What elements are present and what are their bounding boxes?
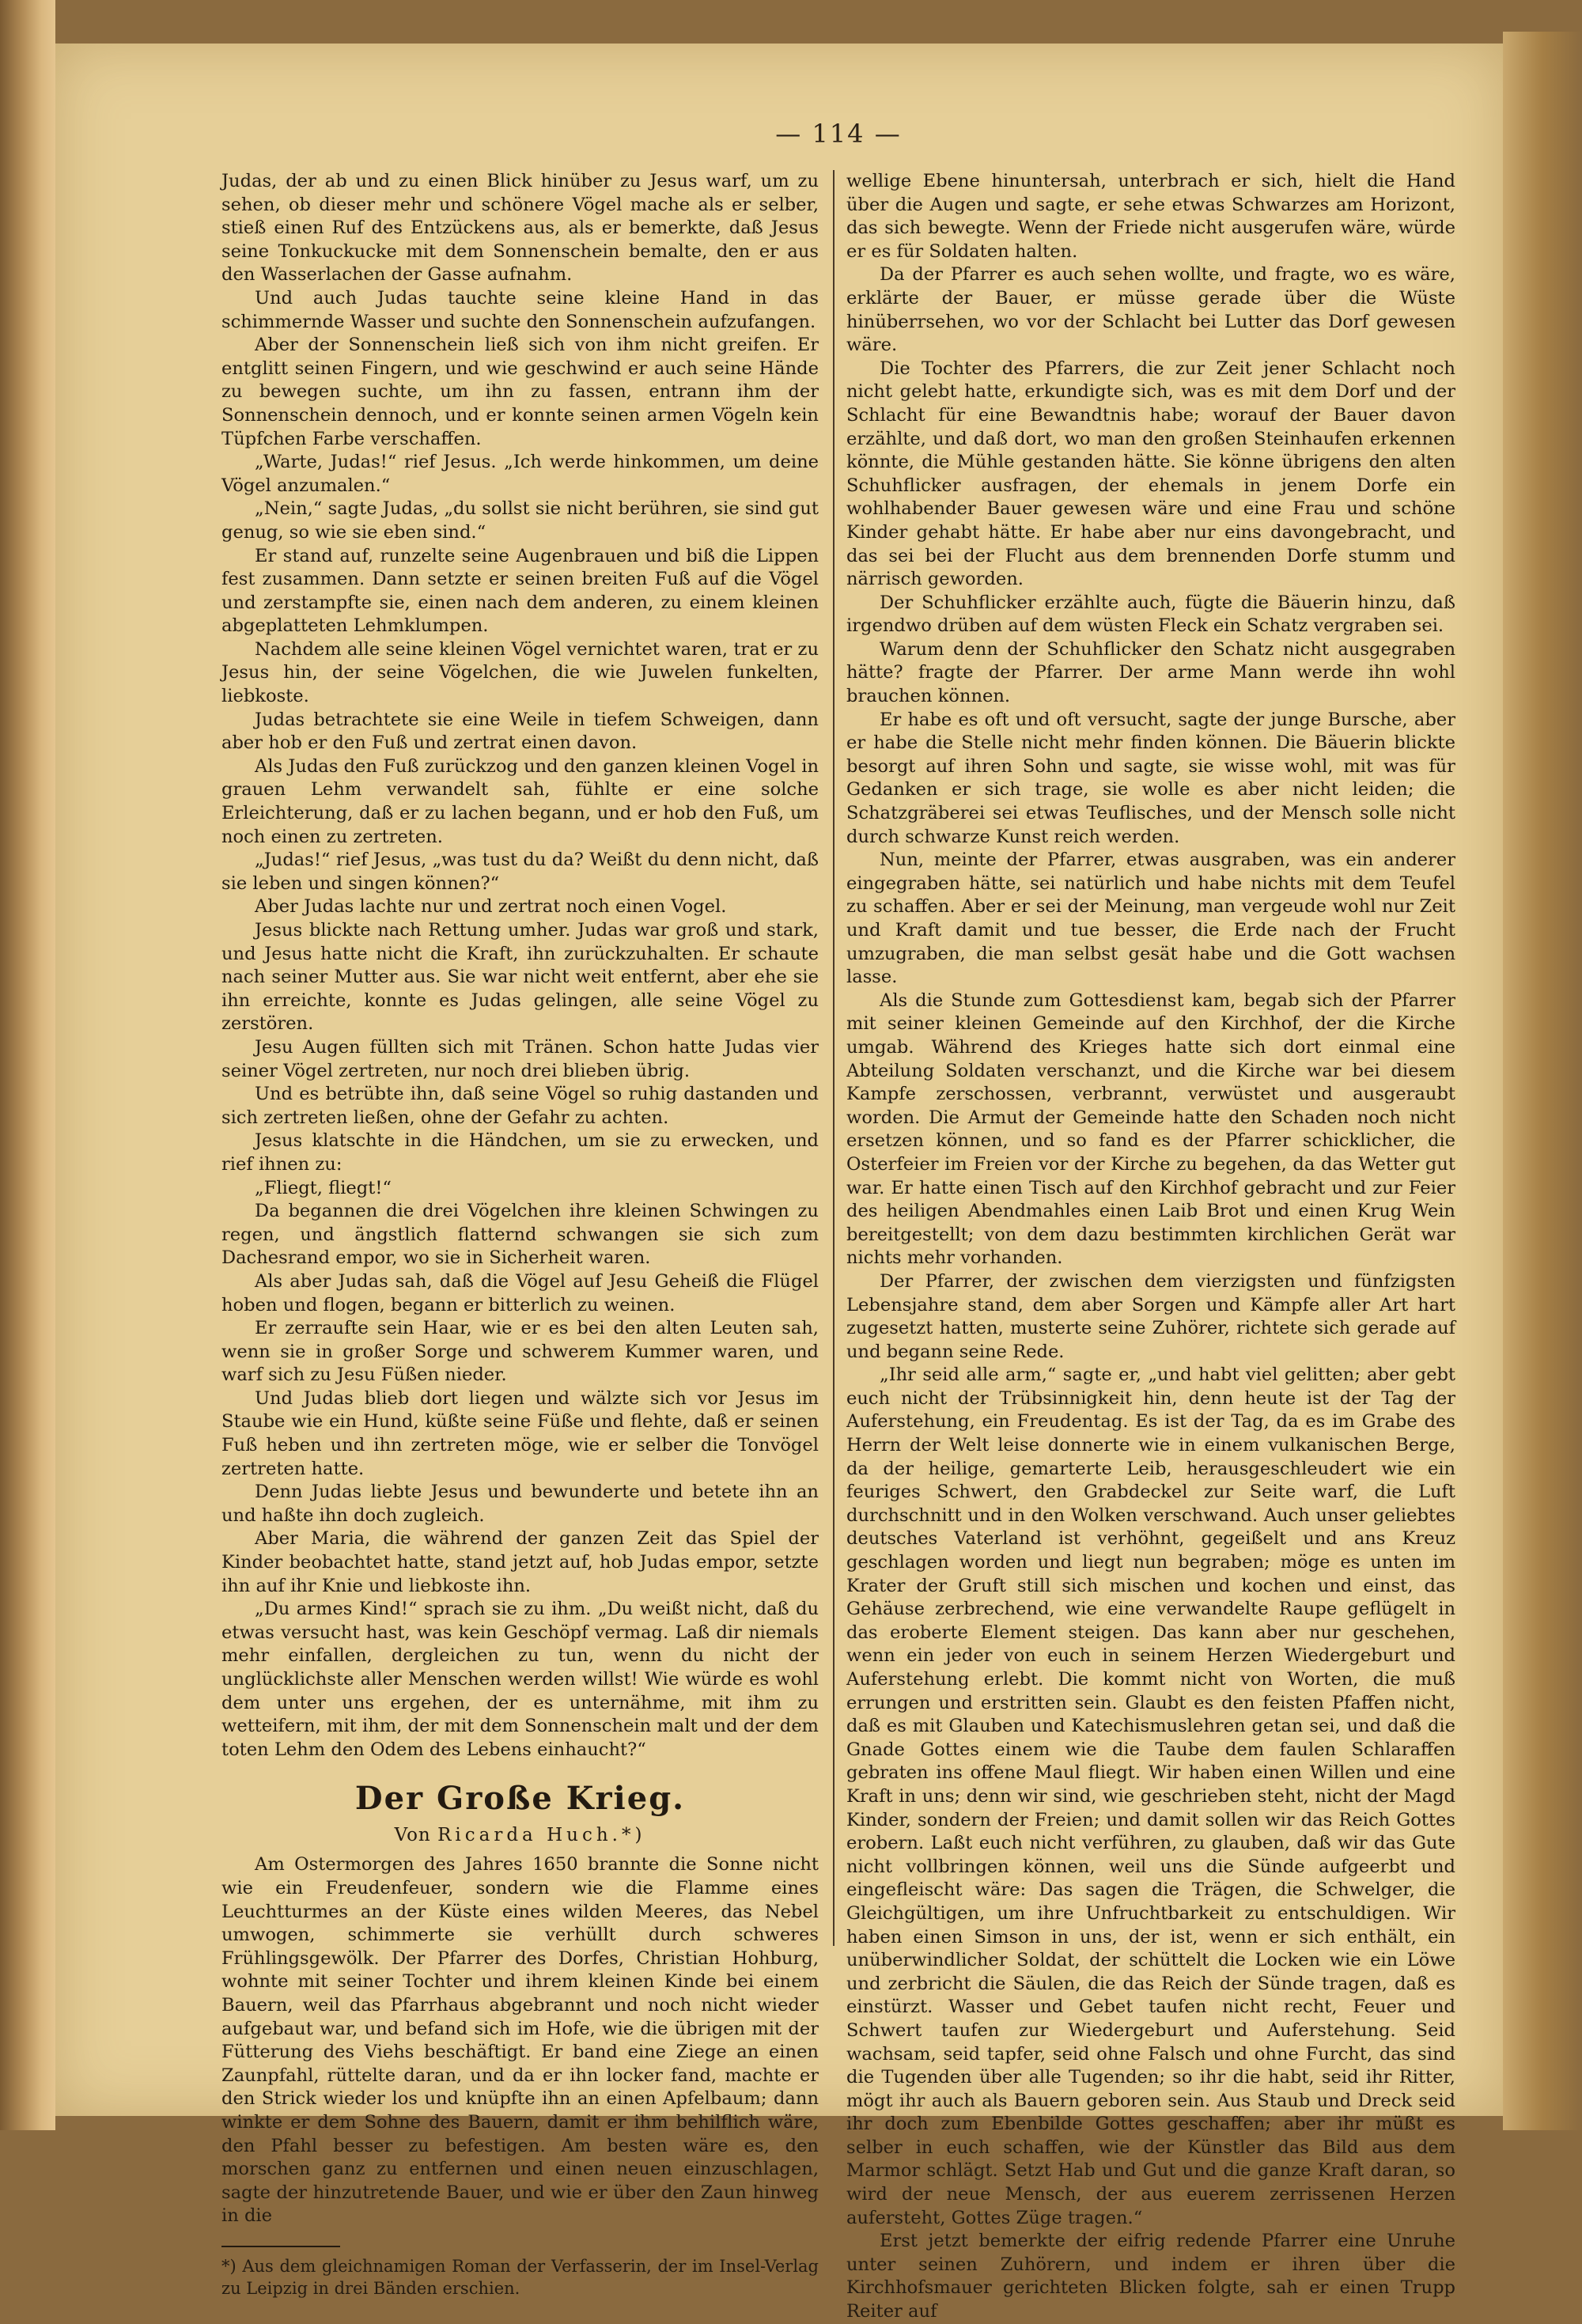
paragraph: Am Ostermorgen des Jahres 1650 brannte die Sonne nicht wie ein Freudenfeuer, sondern wie die Flamme eines Leuchtturmes an der Küste eines wilden Meeres, das Nebel umwogen, schimmerte sie verhüllt durch schweres Frühlingsgewölk. Der Pfarrer des Dorfes, Christian Hohburg, wohnte mit seiner Tochter und ihrem kleinen Kinde bei einem Bauern, weil das Pfarrhaus abgebrannt und noch nicht wieder aufgebaut war, und befand sich im Hofe, wie die übrigen mit der Fütterung des Viehs beschäftigt. Er band eine Ziege an einen Zaunpfahl, rüttelte daran, und da er ihn locker fand, machte er den Strick wieder los und knüpfte ihn an einen Apfelbaum; dann winkte er dem Sohne des Bauern, damit er ihm behilflich wäre, den Pfahl besser zu befestigen. Am besten wäre es, den morschen ganz zu entfernen und einen neuen einzuschlagen, sagte der hinzutretende Bauer, und wie er über den Zaun hinweg in die xyxy=(221,1854,819,2227)
byline-prefix: Von xyxy=(394,1825,431,1846)
paragraph: Warum denn der Schuhflicker den Schatz nicht ausgegraben hätte? fragte der Pfarrer. Der arme Mann werde ihn wohl brauchen können. xyxy=(846,638,1455,707)
paragraph: Der Schuhflicker erzählte auch, fügte die Bäuerin hinzu, daß irgendwo drüben auf dem wüsten Fleck ein Schatz vergraben sei. xyxy=(846,592,1455,637)
paragraph: „Warte, Judas!“ rief Jesus. „Ich werde hinkommen, um deine Vögel anzumalen.“ xyxy=(221,452,819,496)
paragraph: Aber Judas lachte nur und zertrat noch einen Vogel. xyxy=(255,896,727,918)
right-column xyxy=(846,170,1455,2324)
paragraph: Nachdem alle seine kleinen Vögel vernichtet waren, trat er zu Jesus hin, der seine Vögelchen, die wie Juwelen funkelten, liebkoste. xyxy=(221,638,819,707)
paragraph: „Fliegt, fliegt!“ xyxy=(255,1177,392,1198)
paragraph: Aber der Sonnenschein ließ sich von ihm nicht greifen. Er entglitt seinen Fingern, und wie geschwind er auch seine Hände zu bewegen suchte, um ihn zu fassen, entrann ihm der Sonnenschein dennoch, und er konnte seinen armen Vögeln kein Tüpfchen Farbe verschaffen. xyxy=(221,335,819,449)
paragraph: Der Pfarrer, der zwischen dem vierzigsten und fünfzigsten Lebensjahre stand, dem aber Sorgen und Kämpfe aller Art hart zugesetzt hatten, musterte seine Zuhörer, richtete sich gerade auf und begann seine Rede. xyxy=(846,1270,1455,1362)
book-binding xyxy=(0,0,55,2130)
paragraph: Und Judas blieb dort liegen und wälzte sich vor Jesus im Staube wie ein Hund, küßte seine Füße und flehte, daß er seinen Fuß heben und ihn zertreten möge, wie er selber die Tonvögel zertreten hatte. xyxy=(221,1387,819,1479)
paragraph: Da der Pfarrer es auch sehen wollte, und fragte, wo es wäre, erklärte der Bauer, er müsse gerade über die Wüste hinüberrsehen, wo vor der Schlacht bei Lutter das Dorf gewesen wäre. xyxy=(846,264,1455,356)
paragraph: Nun, meinte der Pfarrer, etwas ausgraben, was ein anderer eingegraben hätte, sei natürlich und habe nichts mit dem Teufel zu schaffen. Aber er sei der Meinung, man vergeude wohl nur Zeit und Kraft damit und tue besser, die Erde nach der Frucht umzugraben, die man selbst gesät habe und die Gott wachsen lasse. xyxy=(846,850,1455,988)
column-divider xyxy=(833,170,835,1946)
paragraph: wellige Ebene hinuntersah, unterbrach er sich, hielt die Hand über die Augen und sagte, er sehe etwas Schwarzes am Horizont, das sich bewegte. Wenn der Friede nicht ausgerufen wäre, würde er es für Soldaten halten. xyxy=(846,171,1455,262)
paragraph: Er stand auf, runzelte seine Augenbrauen und biß die Lippen fest zusammen. Dann setzte er seinen breiten Fuß auf die Vögel und zerstampfte sie, einen nach dem anderen, zu einem kleinen abgeplatteten Lehmklumpen. xyxy=(221,545,819,637)
paragraph: Denn Judas liebte Jesus und bewunderte und betete ihn an und haßte ihn doch zugleich. xyxy=(221,1482,819,1526)
paragraph: Erst jetzt bemerkte der eifrig redende Pfarrer eine Unruhe unter seinen Zuhörern, und indem er ihren über die Kirchhofsmauer gerichteten Blicken folgte, sah er einen Trupp Reiter auf xyxy=(846,2231,1455,2322)
paragraph: Jesu Augen füllten sich mit Tränen. Schon hatte Judas vier seiner Vögel zertreten, nur noch drei blieben übrig. xyxy=(221,1036,819,1081)
paragraph: Jesus klatschte in die Händchen, um sie zu erwecken, und rief ihnen zu: xyxy=(221,1130,819,1175)
paragraph: Da begannen die drei Vögelchen ihre kleinen Schwingen zu regen, und ängstlich flatternd schwangen sie sich zum Dachesrand empor, wo sie in Sicherheit waren. xyxy=(221,1201,819,1269)
paragraph: Er zerraufte sein Haar, wie er es bei den alten Leuten sah, wenn sie in großer Sorge und schwerem Kummer waren, und warf sich zu Jesu Füßen nieder. xyxy=(221,1318,819,1386)
paragraph: Als Judas den Fuß zurückzog und den ganzen kleinen Vogel in grauen Lehm verwandelt sah, fühlte er eine solche Erleichterung, daß er zu lachen begann, und er hob den Fuß, um noch einen zu zertreten. xyxy=(221,755,819,847)
paragraph: Und es betrübte ihn, daß seine Vögel so ruhig dastanden und sich zertreten ließen, ohne der Gefahr zu achten. xyxy=(221,1084,819,1128)
left-column xyxy=(221,170,819,2299)
paragraph: Er habe es oft und oft versucht, sagte der junge Bursche, aber er habe die Stelle nicht mehr finden können. Die Bäuerin blickte besorgt auf ihren Sohn und sagte, sie wisse wohl, mit was für Gedanken er sich trage, sie wolle es aber nicht leiden; die Schatzgräberei sei etwas Teuflisches, und der Mensch solle nicht durch schwarze Kunst reich werden. xyxy=(846,709,1455,847)
byline xyxy=(221,1823,819,1847)
paragraph: „Nein,“ sagte Judas, „du sollst sie nicht berühren, sie sind gut genug, so wie sie eben sind.“ xyxy=(221,498,819,543)
page-edge xyxy=(1503,32,1582,2130)
paragraph: „Judas!“ rief Jesus, „was tust du da? Weißt du denn nicht, daß sie leben und singen können?“ xyxy=(221,850,819,894)
story-title: Der Große Krieg. xyxy=(354,1780,686,1818)
footnote: *) Aus dem gleichnamigen Roman der Verfasserin, der im Insel-Verlag zu Leipzig in drei Bänden erschien. xyxy=(221,2256,819,2298)
paragraph: Judas betrachtete sie eine Weile in tiefem Schweigen, dann aber hob er den Fuß und zertrat einen davon. xyxy=(221,709,819,754)
paragraph: Aber Maria, die während der ganzen Zeit das Spiel der Kinder beobachtet hatte, stand jetzt auf, hob Judas empor, setzte ihn auf ihr Knie und liebkoste ihn. xyxy=(221,1528,819,1596)
paragraph: Als die Stunde zum Gottesdienst kam, begab sich der Pfarrer mit seiner kleinen Gemeinde auf den Kirchhof, der die Kirche umgab. Während des Krieges hatte sich dort einmal eine Abteilung Soldaten verschanzt, und die Kirche war bei diesem Kampfe zerschossen, verbrannt, verwüstet und ausgeraubt worden. Die Armut der Gemeinde hatte den Schaden noch nicht ersetzen können, und so fand es der Pfarrer schicklicher, die Osterfeier im Freien vor der Kirche zu begehen, da das Wetter gut war. Er hatte einen Tisch auf den Kirchhof gebracht und zur Feier des heiligen Abendmahles einen Laib Brot und einen Krug Wein bereitgestellt; von dem dazu bestimmten kirchlichen Gerät war nichts mehr vorhanden. xyxy=(846,990,1455,1269)
footnote-rule xyxy=(221,2246,340,2247)
paragraph: „Ihr seid alle arm,“ sagte er, „und habt viel gelitten; aber gebt euch nicht der Trübsinnigkeit hin, denn heute ist der Tag der Auferstehung, ein Freudentag. Es ist der Tag, da es im Grabe des Herrn der Welt leise donnerte wie in einem vulkanischen Berge, da der heilige, gemarterte Leib, herausgeschleudert wie ein feuriges Schwert, den Grabdeckel zur Seite warf, die Luft durchschnitt und in den Wolken verschwand. Auch unser geliebtes deutsches Vaterland ist verhöhnt, gegeißelt und ans Kreuz geschlagen worden und liegt nun begraben; möge es unten im Krater der Gruft still sich mischen und kochen und einst, das Gehäuse zerbrechend, wie eine verwandelte Raupe geflügelt in das eroberte Element steigen. Das kann aber nur geschehen, wenn ein jeder von euch in seinem Herzen Wiedergeburt und Auferstehung erlebt. Die kommt nicht von Worten, die muß errungen und erstritten sein. Glaubt es den feisten Pfaffen nicht, daß es mit Glauben und Katechismuslehren getan sei, und daß die Gnade Gottes einem wie die Taube dem faulen Schlaraffen gebraten ins offene Maul fliegt. Wir haben einen Willen und eine Kraft in uns; denn wir sind, wie geschrieben steht, nicht der Magd Kinder, sondern der Freien; und damit sollen wir das Reich Gottes erobern. Laßt euch nicht verführen, zu glauben, daß wir das Gute nicht vollbringen können, weil uns die Sünde aufgeerbt und eingefleischt wäre: Das sagen die Trägen, die Schwelger, die Gleichgültigen, um ihre Unfruchtbarkeit zu entschuldigen. Wir haben einen Simson in uns, der ist, wenn er sich enthält, ein unüberwindlicher Soldat, der schüttelt die Locken wie ein Löwe und zerbricht die Säulen, die das Reich der Sünde tragen, daß es einstürzt. Wasser und Gebet taufen nicht recht, Feuer und Schwert taufen zur Wiedergeburt und Auferstehung. Seid wachsam, seid tapfer, seid ohne Falsch und ohne Furcht, das sind die Tugenden über alle Tugenden; so ihr die habt, seid ihr Ritter, mögt ihr auch als Bauern geboren sein. Aus Staub und Dreck seid ihr doch zum Ebenbilde Gottes geschaffen; aber ihr müßt es selber in euch schaffen, wie der Künstler das Bild aus dem Marmor schlägt. Setzt Hab und Gut und die ganze Kraft daran, so wird der neue Mensch, der aus euerem zerrissenen Herzen aufersteht, Gottes Züge tragen.“ xyxy=(846,1364,1455,2228)
paragraph: Jesus blickte nach Rettung umher. Judas war groß und stark, und Jesus hatte nicht die Kraft, ihn zurückzuhalten. Er schaute nach seiner Mutter aus. Sie war nicht weit entfernt, aber ehe sie ihn erreichte, konnte es Judas gelingen, alle seine Vögel zu zerstören. xyxy=(221,920,819,1035)
paragraph: Die Tochter des Pfarrers, die zur Zeit jener Schlacht noch nicht gelebt hatte, erkundigte sich, was es mit dem Dorf und der Schlacht für eine Bewandtnis habe; worauf der Bauer davon erzählte, und daß dort, wo man den großen Steinhaufen erkennen könnte, die Mühle gestanden hätte. Sie könne übrigens den alten Schuhflicker ausfragen, der ehemals in jenem Dorfe ein wohlhabender Bauer gewesen wäre und eine Frau und schöne Kinder gehabt hätte. Er habe aber nur eins davongebracht, und das sei bei der Flucht aus dem brennenden Dorfe stumm und närrisch geworden. xyxy=(846,358,1455,590)
paragraph: Judas, der ab und zu einen Blick hinüber zu Jesus warf, um zu sehen, ob dieser mehr und schönere Vögel mache als er selber, stieß einen Ruf des Entzückens aus, als er bemerkte, daß Jesus seine Tonkuckucke mit dem Sonnenschein bemalte, den er aus den Wasserlachen der Gasse aufnahm. xyxy=(221,171,819,286)
byline-author: Ricarda Huch.*) xyxy=(437,1825,646,1846)
paragraph: „Du armes Kind!“ sprach sie zu ihm. „Du weißt nicht, daß du etwas versucht hast, was kein Geschöpf vermag. Laß dir niemals mehr einfallen, dergleichen zu tun, wenn du nicht der unglücklichste aller Menschen werden willst! Wie würde es wohl dem unter uns ergehen, der es unternähme, mit ihm zu wetteifern, mit ihm, der mit dem Sonnenschein malt und der dem toten Lehm den Odem des Lebens einhaucht?“ xyxy=(221,1599,819,1760)
paragraph: Und auch Judas tauchte seine kleine Hand in das schimmernde Wasser und suchte den Sonnenschein aufzufangen. xyxy=(221,287,819,332)
paragraph: Als aber Judas sah, daß die Vögel auf Jesu Geheiß die Flügel hoben und flogen, begann er bitterlich zu weinen. xyxy=(221,1270,819,1315)
page-number: — 114 — xyxy=(775,119,902,149)
